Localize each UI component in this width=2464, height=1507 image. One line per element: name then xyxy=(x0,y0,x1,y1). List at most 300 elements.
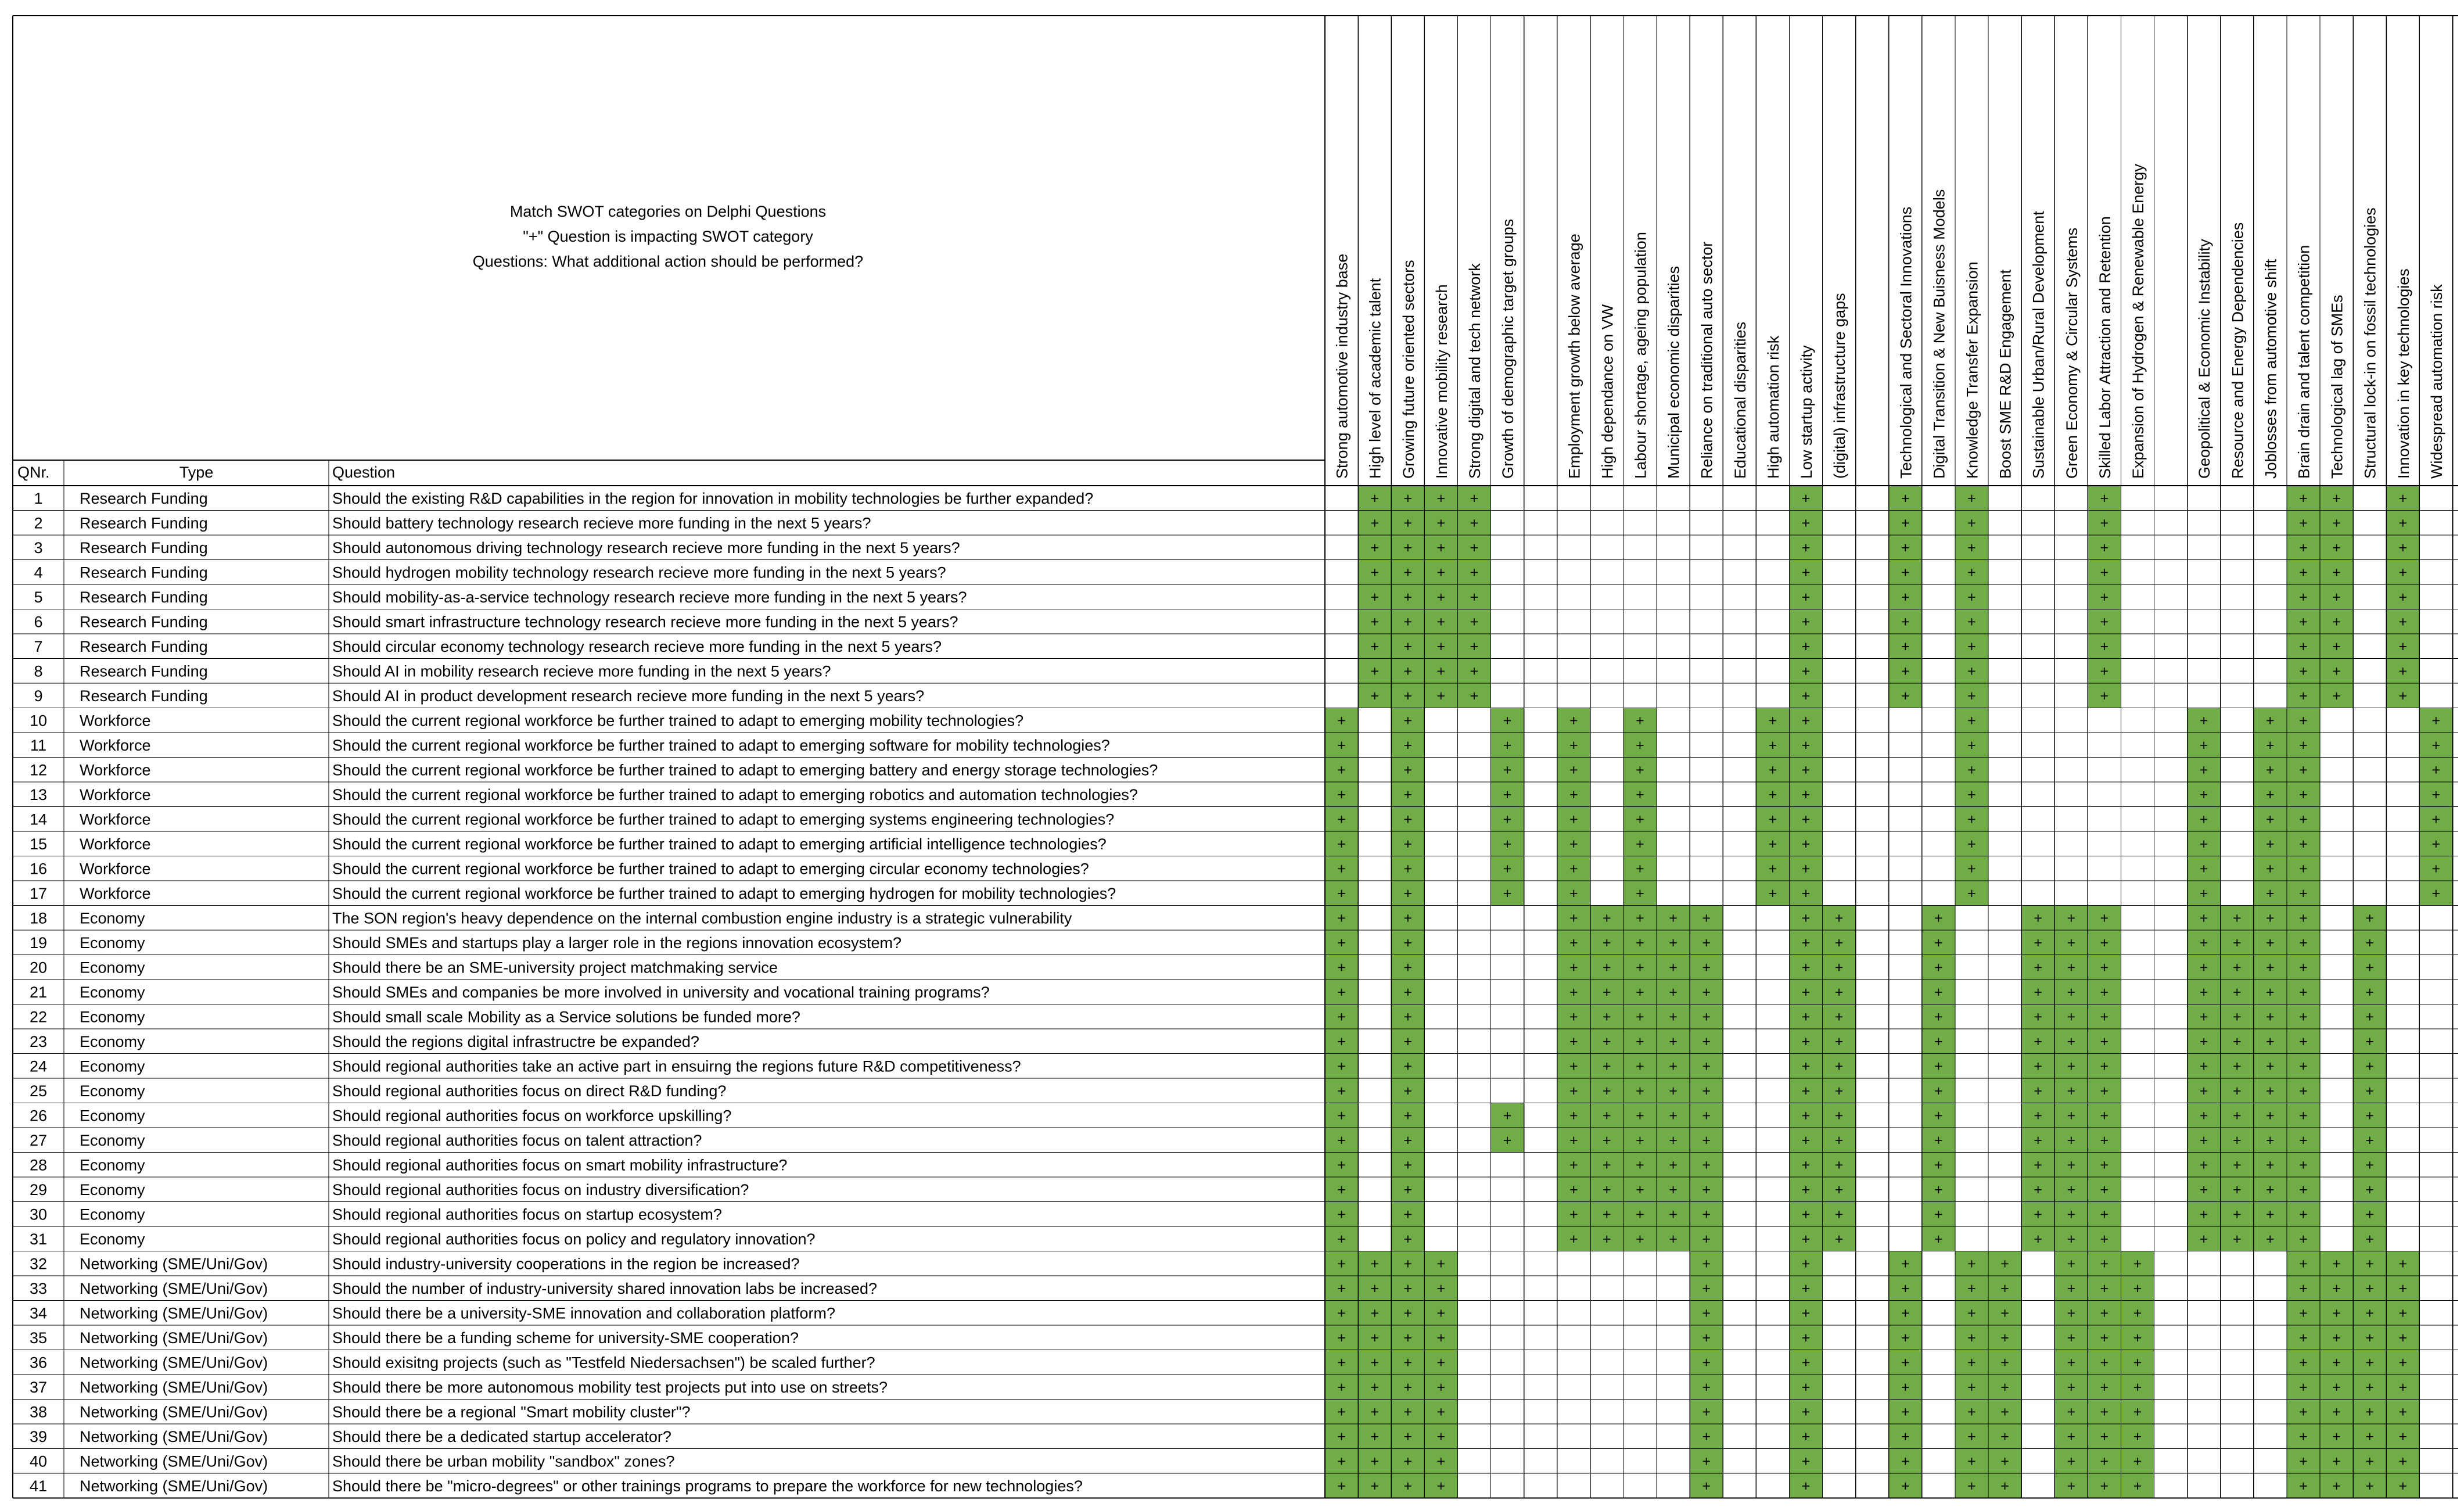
impact-plus-mark: + xyxy=(1337,1255,1346,1272)
impact-plus-mark: + xyxy=(1569,1231,1578,1247)
impact-plus-mark: + xyxy=(1403,515,1413,532)
impact-plus-mark: + xyxy=(1967,490,1976,507)
impact-plus-mark: + xyxy=(2199,787,2208,803)
impact-plus-mark: + xyxy=(1901,515,1910,532)
impact-plus-mark: + xyxy=(2100,1280,2109,1297)
impact-plus-mark: + xyxy=(1470,540,1479,556)
row-type: Networking (SME/Uni/Gov) xyxy=(80,1477,268,1495)
impact-plus-mark: + xyxy=(1436,1404,1446,1420)
impact-plus-mark: + xyxy=(1403,1132,1413,1149)
impact-plus-mark: + xyxy=(2266,1083,2275,1099)
row-qnr: 15 xyxy=(29,835,48,853)
impact-plus-mark: + xyxy=(2034,1034,2042,1050)
impact-plus-mark: + xyxy=(2299,787,2308,803)
impact-plus-mark: + xyxy=(1370,589,1379,605)
impact-plus-mark: + xyxy=(1834,1182,1844,1198)
swot-category-header: Technological and Sectoral Innovations xyxy=(1897,206,1915,479)
row-qnr: 14 xyxy=(29,810,48,828)
impact-plus-mark: + xyxy=(2133,1305,2142,1322)
impact-plus-mark: + xyxy=(1403,1453,1413,1470)
impact-plus-mark: + xyxy=(2332,638,2341,655)
impact-plus-mark: + xyxy=(1403,1330,1413,1346)
impact-plus-mark: + xyxy=(1403,663,1413,680)
impact-plus-mark: + xyxy=(1702,1280,1711,1297)
impact-plus-mark: + xyxy=(1636,959,1644,976)
impact-plus-mark: + xyxy=(2266,811,2275,828)
swot-category-header: Growing future oriented sectors xyxy=(1399,260,1417,479)
impact-plus-mark: + xyxy=(1403,1255,1413,1272)
impact-plus-mark: + xyxy=(1801,1379,1811,1395)
impact-plus-mark: + xyxy=(2100,1330,2109,1346)
impact-plus-mark: + xyxy=(1801,540,1811,556)
impact-plus-mark: + xyxy=(1669,910,1678,927)
impact-plus-mark: + xyxy=(1603,1034,1611,1050)
swot-category-header: Labour shortage, ageing population xyxy=(1632,232,1650,479)
row-type: Economy xyxy=(80,1156,145,1174)
row-type: Workforce xyxy=(80,786,151,803)
impact-plus-mark: + xyxy=(1337,1058,1346,1075)
impact-plus-mark: + xyxy=(1403,737,1413,754)
impact-plus-mark: + xyxy=(1901,540,1910,556)
impact-plus-mark: + xyxy=(1702,1354,1711,1371)
impact-plus-mark: + xyxy=(1470,688,1479,704)
impact-plus-mark: + xyxy=(1801,1404,1811,1420)
impact-plus-mark: + xyxy=(2266,1157,2275,1174)
impact-plus-mark: + xyxy=(1801,1132,1811,1149)
impact-plus-mark: + xyxy=(1669,1206,1678,1223)
impact-plus-mark: + xyxy=(1569,787,1578,803)
impact-plus-mark: + xyxy=(2199,935,2208,951)
row-question: Should exisitng projects (such as "Testfeld Niedersachsen") be scaled further? xyxy=(332,1354,875,1372)
impact-plus-mark: + xyxy=(2266,959,2275,976)
impact-plus-mark: + xyxy=(2034,984,2042,1000)
impact-plus-mark: + xyxy=(2000,1255,2009,1272)
impact-plus-mark: + xyxy=(1436,589,1446,605)
row-question: Should the number of industry-university shared innovation labs be increased? xyxy=(332,1280,878,1297)
impact-plus-mark: + xyxy=(1337,712,1346,729)
impact-plus-mark: + xyxy=(2332,490,2341,507)
impact-plus-mark: + xyxy=(1603,1157,1611,1174)
impact-plus-mark: + xyxy=(2199,1182,2208,1198)
impact-plus-mark: + xyxy=(2000,1280,2009,1297)
impact-plus-mark: + xyxy=(2067,984,2076,1000)
impact-plus-mark: + xyxy=(1503,860,1512,877)
row-question: Should the current regional workforce be further trained to adapt to emerging battery and energy storage technologies? xyxy=(332,761,1158,779)
impact-plus-mark: + xyxy=(2100,540,2109,556)
impact-plus-mark: + xyxy=(1934,935,1943,951)
impact-plus-mark: + xyxy=(2266,1107,2275,1124)
swot-category-header: Brain drain and talent competition xyxy=(2295,245,2313,479)
impact-plus-mark: + xyxy=(2067,1255,2076,1272)
impact-plus-mark: + xyxy=(2034,1132,2042,1149)
impact-plus-mark: + xyxy=(2034,910,2042,927)
impact-plus-mark: + xyxy=(1436,1429,1446,1445)
impact-plus-mark: + xyxy=(1503,885,1512,902)
impact-plus-mark: + xyxy=(2365,1255,2374,1272)
row-qnr: 27 xyxy=(29,1132,48,1149)
impact-plus-mark: + xyxy=(1934,910,1943,927)
impact-plus-mark: + xyxy=(1801,564,1811,581)
impact-plus-mark: + xyxy=(1370,1280,1379,1297)
impact-plus-mark: + xyxy=(1403,959,1413,976)
impact-plus-mark: + xyxy=(2398,1478,2408,1494)
impact-plus-mark: + xyxy=(1669,1107,1678,1124)
impact-plus-mark: + xyxy=(1801,1058,1811,1075)
impact-plus-mark: + xyxy=(1801,638,1811,655)
impact-plus-mark: + xyxy=(1934,1058,1943,1075)
impact-plus-mark: + xyxy=(1901,663,1910,680)
impact-plus-mark: + xyxy=(1569,1107,1578,1124)
impact-plus-mark: + xyxy=(1768,811,1777,828)
impact-plus-mark: + xyxy=(2100,1009,2109,1025)
impact-plus-mark: + xyxy=(2365,1034,2374,1050)
row-qnr: 37 xyxy=(29,1379,48,1396)
impact-plus-mark: + xyxy=(1768,836,1777,852)
impact-plus-mark: + xyxy=(1403,1182,1413,1198)
impact-plus-mark: + xyxy=(1370,663,1379,680)
impact-plus-mark: + xyxy=(1702,959,1711,976)
impact-plus-mark: + xyxy=(1436,688,1446,704)
row-qnr: 13 xyxy=(29,786,48,803)
row-question: Should mobility-as-a-service technology research recieve more funding in the next 5 years? xyxy=(332,589,967,606)
row-question: The SON region's heavy dependence on the internal combustion engine industry is a strategic vulnerability xyxy=(332,909,1072,927)
impact-plus-mark: + xyxy=(1503,811,1512,828)
impact-plus-mark: + xyxy=(1702,1478,1711,1494)
impact-plus-mark: + xyxy=(2199,737,2208,754)
row-type: Networking (SME/Uni/Gov) xyxy=(80,1428,268,1445)
row-question: Should regional authorities focus on industry diversification? xyxy=(332,1181,749,1199)
impact-plus-mark: + xyxy=(2232,1231,2242,1247)
impact-plus-mark: + xyxy=(1669,984,1678,1000)
impact-plus-mark: + xyxy=(2133,1354,2142,1371)
impact-plus-mark: + xyxy=(1801,613,1811,630)
impact-plus-mark: + xyxy=(2100,1354,2109,1371)
row-type: Economy xyxy=(80,1230,145,1248)
impact-plus-mark: + xyxy=(2000,1404,2009,1420)
row-question: Should industry-university cooperations in the region be increased? xyxy=(332,1255,800,1273)
impact-plus-mark: + xyxy=(2332,1354,2341,1371)
swot-category-header: Knowledge Transfer Expansion xyxy=(1963,261,1981,479)
impact-plus-mark: + xyxy=(1901,1305,1910,1322)
impact-plus-mark: + xyxy=(2299,613,2308,630)
impact-plus-mark: + xyxy=(2067,1478,2076,1494)
header-qnr: QNr. xyxy=(17,464,50,481)
impact-plus-mark: + xyxy=(2067,1354,2076,1371)
impact-plus-mark: + xyxy=(1967,613,1976,630)
impact-plus-mark: + xyxy=(1636,1157,1644,1174)
impact-plus-mark: + xyxy=(1503,762,1512,778)
impact-plus-mark: + xyxy=(2299,1429,2308,1445)
impact-plus-mark: + xyxy=(2067,910,2076,927)
impact-plus-mark: + xyxy=(2199,1107,2208,1124)
impact-plus-mark: + xyxy=(1934,1107,1943,1124)
impact-plus-mark: + xyxy=(2133,1255,2142,1272)
impact-plus-mark: + xyxy=(2299,1478,2308,1494)
swot-category-header: Growth of demographic target groups xyxy=(1499,218,1517,479)
impact-plus-mark: + xyxy=(1834,1034,1844,1050)
impact-plus-mark: + xyxy=(1967,1305,1976,1322)
impact-plus-mark: + xyxy=(2100,638,2109,655)
impact-plus-mark: + xyxy=(2266,1058,2275,1075)
impact-plus-mark: + xyxy=(1403,540,1413,556)
impact-plus-mark: + xyxy=(1669,959,1678,976)
impact-plus-mark: + xyxy=(1801,490,1811,507)
impact-plus-mark: + xyxy=(1702,984,1711,1000)
impact-plus-mark: + xyxy=(1337,1429,1346,1445)
impact-plus-mark: + xyxy=(2133,1478,2142,1494)
impact-plus-mark: + xyxy=(1669,1034,1678,1050)
impact-plus-mark: + xyxy=(2199,885,2208,902)
impact-plus-mark: + xyxy=(2299,1132,2308,1149)
impact-plus-mark: + xyxy=(2067,1305,2076,1322)
impact-plus-mark: + xyxy=(1403,1354,1413,1371)
impact-plus-mark: + xyxy=(1436,540,1446,556)
impact-plus-mark: + xyxy=(2332,613,2341,630)
impact-plus-mark: + xyxy=(1569,1083,1578,1099)
impact-plus-mark: + xyxy=(1569,811,1578,828)
impact-plus-mark: + xyxy=(1403,762,1413,778)
impact-plus-mark: + xyxy=(1403,589,1413,605)
impact-plus-mark: + xyxy=(2067,1280,2076,1297)
impact-plus-mark: + xyxy=(1436,1453,1446,1470)
impact-plus-mark: + xyxy=(1934,1009,1943,1025)
impact-plus-mark: + xyxy=(2000,1354,2009,1371)
impact-plus-mark: + xyxy=(1436,1255,1446,1272)
impact-plus-mark: + xyxy=(1702,1404,1711,1420)
impact-plus-mark: + xyxy=(1436,490,1446,507)
row-qnr: 20 xyxy=(29,959,48,977)
impact-plus-mark: + xyxy=(2398,1453,2408,1470)
impact-plus-mark: + xyxy=(2299,663,2308,680)
impact-plus-mark: + xyxy=(1702,1157,1711,1174)
impact-plus-mark: + xyxy=(1603,1231,1611,1247)
row-qnr: 1 xyxy=(34,490,43,507)
impact-plus-mark: + xyxy=(2067,1231,2076,1247)
impact-plus-mark: + xyxy=(1337,984,1346,1000)
swot-category-header: High automation risk xyxy=(1764,335,1782,479)
impact-plus-mark: + xyxy=(1967,1330,1976,1346)
impact-plus-mark: + xyxy=(1834,1009,1844,1025)
row-type: Workforce xyxy=(80,860,151,878)
impact-plus-mark: + xyxy=(1470,564,1479,581)
impact-plus-mark: + xyxy=(1403,1231,1413,1247)
impact-plus-mark: + xyxy=(1403,712,1413,729)
impact-plus-mark: + xyxy=(1636,1206,1644,1223)
impact-plus-mark: + xyxy=(1569,1157,1578,1174)
swot-category-header: Green Economy & Circular Systems xyxy=(2063,227,2081,479)
impact-plus-mark: + xyxy=(2299,515,2308,532)
impact-plus-mark: + xyxy=(1934,1206,1943,1223)
impact-plus-mark: + xyxy=(1337,737,1346,754)
impact-plus-mark: + xyxy=(1967,638,1976,655)
impact-plus-mark: + xyxy=(1403,1305,1413,1322)
impact-plus-mark: + xyxy=(1436,1354,1446,1371)
row-question: Should the current regional workforce be further trained to adapt to emerging robotics and automation technologies? xyxy=(332,786,1138,803)
impact-plus-mark: + xyxy=(2398,1404,2408,1420)
impact-plus-mark: + xyxy=(1370,490,1379,507)
row-qnr: 22 xyxy=(29,1008,48,1026)
row-question: Should circular economy technology research recieve more funding in the next 5 years? xyxy=(332,638,942,655)
impact-plus-mark: + xyxy=(2100,1255,2109,1272)
impact-plus-mark: + xyxy=(2100,910,2109,927)
impact-plus-mark: + xyxy=(1834,910,1844,927)
row-qnr: 11 xyxy=(30,737,47,754)
impact-plus-mark: + xyxy=(1403,1157,1413,1174)
impact-plus-mark: + xyxy=(1370,515,1379,532)
title-line-1: Match SWOT categories on Delphi Questions xyxy=(509,203,827,220)
impact-plus-mark: + xyxy=(1967,1255,1976,1272)
row-qnr: 5 xyxy=(34,589,43,606)
impact-plus-mark: + xyxy=(2067,1058,2076,1075)
impact-plus-mark: + xyxy=(1436,638,1446,655)
impact-plus-mark: + xyxy=(1669,1182,1678,1198)
impact-plus-mark: + xyxy=(1569,1009,1578,1025)
impact-plus-mark: + xyxy=(1967,515,1976,532)
impact-plus-mark: + xyxy=(1403,860,1413,877)
impact-plus-mark: + xyxy=(2067,1379,2076,1395)
row-question: Should there be a regional "Smart mobility cluster"? xyxy=(332,1403,691,1421)
row-question: Should the current regional workforce be further trained to adapt to emerging mobility technologies? xyxy=(332,712,1024,730)
row-question: Should there be more autonomous mobility test projects put into use on streets? xyxy=(332,1379,888,1396)
row-type: Economy xyxy=(80,909,145,927)
impact-plus-mark: + xyxy=(1337,860,1346,877)
impact-plus-mark: + xyxy=(1702,1330,1711,1346)
impact-plus-mark: + xyxy=(2365,1453,2374,1470)
row-type: Networking (SME/Uni/Gov) xyxy=(80,1403,268,1421)
impact-plus-mark: + xyxy=(2299,836,2308,852)
impact-plus-mark: + xyxy=(2398,663,2408,680)
row-question: Should SMEs and companies be more involved in university and vocational training programs? xyxy=(332,984,990,1001)
impact-plus-mark: + xyxy=(2365,1058,2374,1075)
swot-category-header: Low startup activity xyxy=(1797,345,1815,479)
row-qnr: 16 xyxy=(29,860,48,878)
impact-plus-mark: + xyxy=(2299,638,2308,655)
impact-plus-mark: + xyxy=(1370,688,1379,704)
impact-plus-mark: + xyxy=(1636,885,1644,902)
impact-plus-mark: + xyxy=(1636,737,1644,754)
impact-plus-mark: + xyxy=(2299,712,2308,729)
impact-plus-mark: + xyxy=(2398,490,2408,507)
impact-plus-mark: + xyxy=(2431,712,2441,729)
impact-plus-mark: + xyxy=(1934,1182,1943,1198)
row-question: Should battery technology research recieve more funding in the next 5 years? xyxy=(332,514,871,532)
impact-plus-mark: + xyxy=(1801,811,1811,828)
impact-plus-mark: + xyxy=(1337,1009,1346,1025)
row-type: Economy xyxy=(80,1008,145,1026)
impact-plus-mark: + xyxy=(2232,1058,2242,1075)
impact-plus-mark: + xyxy=(1768,737,1777,754)
impact-plus-mark: + xyxy=(1636,1083,1644,1099)
impact-plus-mark: + xyxy=(2332,540,2341,556)
impact-plus-mark: + xyxy=(1436,1379,1446,1395)
impact-plus-mark: + xyxy=(2431,737,2441,754)
impact-plus-mark: + xyxy=(2365,1157,2374,1174)
impact-plus-mark: + xyxy=(2199,959,2208,976)
impact-plus-mark: + xyxy=(1801,1107,1811,1124)
impact-plus-mark: + xyxy=(2365,1404,2374,1420)
impact-plus-mark: + xyxy=(1370,1255,1379,1272)
impact-plus-mark: + xyxy=(2034,959,2042,976)
impact-plus-mark: + xyxy=(2100,1453,2109,1470)
impact-plus-mark: + xyxy=(1636,836,1644,852)
impact-plus-mark: + xyxy=(1834,959,1844,976)
impact-plus-mark: + xyxy=(1801,910,1811,927)
impact-plus-mark: + xyxy=(1337,1330,1346,1346)
impact-plus-mark: + xyxy=(1603,910,1611,927)
impact-plus-mark: + xyxy=(2232,984,2242,1000)
impact-plus-mark: + xyxy=(1967,811,1976,828)
row-type: Research Funding xyxy=(80,514,208,532)
impact-plus-mark: + xyxy=(1403,1206,1413,1223)
row-question: Should AI in product development research recieve more funding in the next 5 years? xyxy=(332,687,925,705)
impact-plus-mark: + xyxy=(2398,638,2408,655)
impact-plus-mark: + xyxy=(2299,910,2308,927)
impact-plus-mark: + xyxy=(1569,712,1578,729)
row-type: Research Funding xyxy=(80,539,208,557)
impact-plus-mark: + xyxy=(2232,1009,2242,1025)
row-type: Economy xyxy=(80,1033,145,1050)
swot-category-header: Expansion of Hydrogen & Renewable Energy xyxy=(2129,164,2147,479)
impact-plus-mark: + xyxy=(2365,1478,2374,1494)
impact-plus-mark: + xyxy=(1370,1478,1379,1494)
impact-plus-mark: + xyxy=(1901,1379,1910,1395)
row-type: Workforce xyxy=(80,712,151,730)
impact-plus-mark: + xyxy=(2299,540,2308,556)
row-type: Workforce xyxy=(80,737,151,754)
impact-plus-mark: + xyxy=(1636,811,1644,828)
impact-plus-mark: + xyxy=(2299,1280,2308,1297)
impact-plus-mark: + xyxy=(2100,1157,2109,1174)
impact-plus-mark: + xyxy=(1569,1034,1578,1050)
impact-plus-mark: + xyxy=(1337,762,1346,778)
swot-category-header: Sustainable Urban/Rural Development xyxy=(2030,211,2048,479)
impact-plus-mark: + xyxy=(2299,1107,2308,1124)
swot-category-header: Educational disparities xyxy=(1731,321,1749,479)
impact-plus-mark: + xyxy=(1702,1255,1711,1272)
impact-plus-mark: + xyxy=(2332,663,2341,680)
impact-plus-mark: + xyxy=(2266,836,2275,852)
impact-plus-mark: + xyxy=(1603,1083,1611,1099)
impact-plus-mark: + xyxy=(1967,737,1976,754)
impact-plus-mark: + xyxy=(2299,1182,2308,1198)
impact-plus-mark: + xyxy=(1569,762,1578,778)
impact-plus-mark: + xyxy=(1901,1255,1910,1272)
impact-plus-mark: + xyxy=(1801,688,1811,704)
row-qnr: 39 xyxy=(29,1428,48,1445)
row-qnr: 33 xyxy=(29,1280,48,1297)
row-type: Research Funding xyxy=(80,490,208,507)
impact-plus-mark: + xyxy=(1569,885,1578,902)
impact-plus-mark: + xyxy=(2398,688,2408,704)
impact-plus-mark: + xyxy=(1470,515,1479,532)
impact-plus-mark: + xyxy=(1636,910,1644,927)
impact-plus-mark: + xyxy=(1901,1354,1910,1371)
impact-plus-mark: + xyxy=(2266,885,2275,902)
impact-plus-mark: + xyxy=(1636,712,1644,729)
swot-category-header: Reliance on traditional auto sector xyxy=(1698,241,1716,479)
impact-plus-mark: + xyxy=(1934,1034,1943,1050)
impact-plus-mark: + xyxy=(1403,910,1413,927)
row-question: Should smart infrastructure technology research recieve more funding in the next 5 years? xyxy=(332,613,958,631)
impact-plus-mark: + xyxy=(1801,1354,1811,1371)
impact-plus-mark: + xyxy=(2100,1058,2109,1075)
impact-plus-mark: + xyxy=(2067,1404,2076,1420)
impact-plus-mark: + xyxy=(1337,836,1346,852)
row-qnr: 8 xyxy=(34,662,43,680)
impact-plus-mark: + xyxy=(1403,564,1413,581)
impact-plus-mark: + xyxy=(2431,860,2441,877)
impact-plus-mark: + xyxy=(1470,589,1479,605)
